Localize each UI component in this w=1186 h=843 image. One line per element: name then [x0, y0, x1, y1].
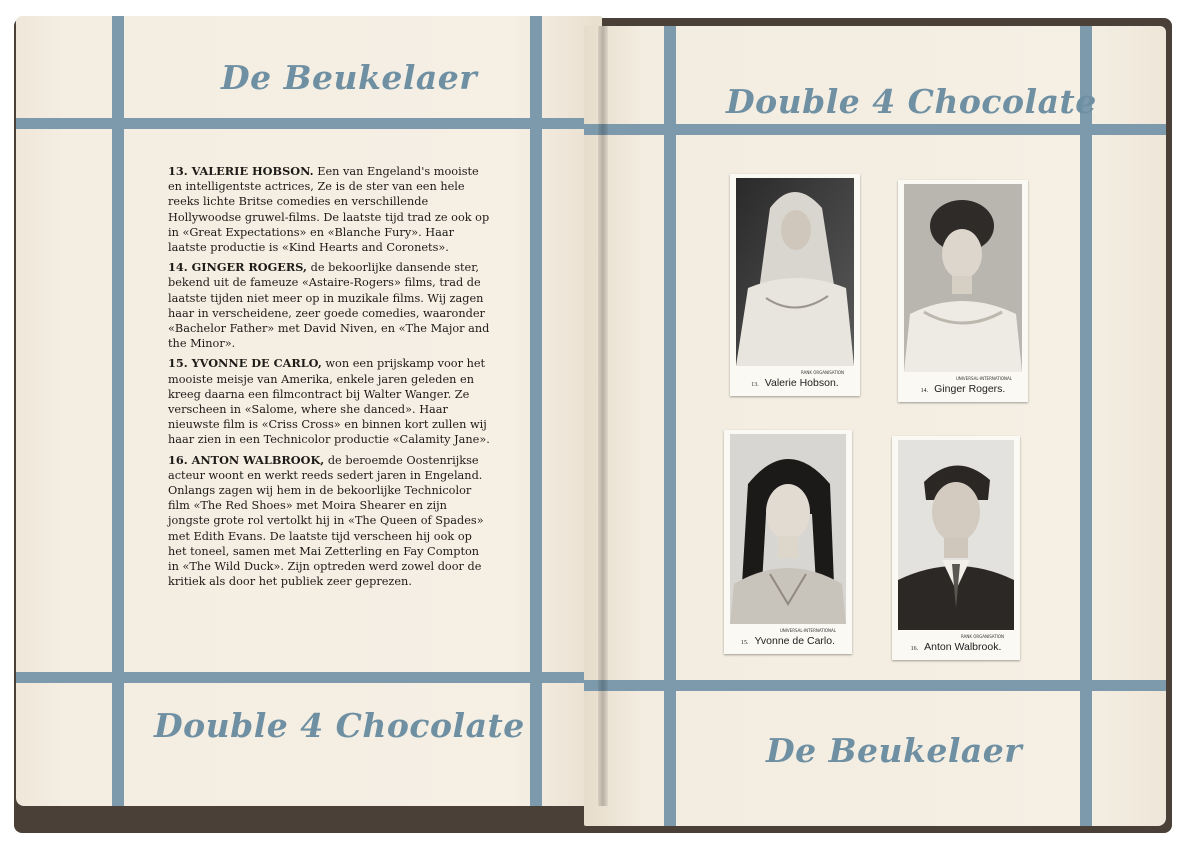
card-name: Valerie Hobson. [764, 377, 839, 389]
card-number: 15. [740, 640, 749, 646]
right-page [584, 26, 1166, 826]
card-name: Anton Walbrook. [924, 641, 1002, 653]
photo-credit: UNIVERSAL-INTERNATIONAL [955, 376, 1012, 381]
photo-card [730, 174, 860, 396]
portrait-photo [898, 440, 1014, 630]
card-caption [730, 377, 860, 389]
brand-heading-bottom: De Beukelaer [766, 731, 1023, 770]
card-caption [898, 383, 1028, 395]
frame-line-left [664, 26, 676, 826]
biography-entry [168, 260, 490, 351]
brand-heading-top: Double 4 Chocolate [726, 82, 1097, 121]
frame-line-bottom [584, 680, 1166, 691]
book-spine-crease [598, 26, 608, 806]
photo-card [898, 180, 1028, 402]
left-page [16, 16, 602, 806]
frame-line-top [16, 118, 602, 129]
photo-credit: RANK ORGANISATION [961, 634, 1004, 639]
entry-heading: 13. VALERIE HOBSON. [168, 164, 314, 178]
brand-heading-top: De Beukelaer [221, 58, 478, 97]
card-number: 13. [751, 382, 759, 388]
card-name: Ginger Rogers. [934, 383, 1006, 395]
frame-line-right [530, 16, 542, 806]
entry-heading: 16. ANTON WALBROOK, [168, 452, 325, 467]
portrait-photo [904, 184, 1022, 372]
biography-text [168, 164, 490, 594]
entry-text: de beroemde Oostenrijkse acteur woont en werkt reeds sedert jaren in Engeland. Onlangs zagen wij hem in de bekoorlijke Technicolor film «The Red Shoes» met Moira Shearer en zijn jongste grote rol vertolkt hij in «The Queen of Spades» met Edith Evans. De laatste tijd verscheen hij ook op het toneel, samen met Mai Zetterling en Fay Compton in «The Wild Duck». Zijn optreden werd zowel door de kritiek als door het publiek zeer geprezen. [168, 453, 484, 589]
entry-text: de bekoorlijke dansende ster, bekend uit de fameuze «Astaire-Rogers» films, trad de laatste tijden niet meer op in muzikale films. Wij zagen haar in verscheidene, zeer goede comedies, waaronder «Bachelor Father» met David Niven, en «The Major and the Minor». [168, 261, 490, 351]
frame-line-bottom [16, 672, 602, 683]
card-number: 16. [910, 646, 919, 652]
biography-entry [168, 164, 490, 255]
biography-entry [168, 356, 490, 447]
photo-credit: UNIVERSAL-INTERNATIONAL [779, 628, 836, 633]
photo-card [892, 436, 1020, 660]
biography-entry [168, 453, 490, 590]
portrait-photo [736, 178, 854, 366]
frame-line-left [112, 16, 124, 806]
portrait-photo [730, 434, 846, 624]
brand-heading-bottom: Double 4 Chocolate [154, 706, 525, 745]
entry-heading: 14. GINGER ROGERS, [168, 260, 307, 275]
entry-heading: 15. YVONNE DE CARLO, [168, 356, 322, 371]
card-name: Yvonne de Carlo. [754, 635, 836, 647]
photo-card [724, 430, 852, 654]
photo-credit: RANK ORGANISATION [801, 370, 844, 375]
entry-text: Een van Engeland's mooiste en intelligentste actrices, Ze is de ster van een hele reeks lichte Britse comedies en verschillende Hollywoodse gruwel-films. De laatste tijd trad ze ook op in «Great Expectations» en «Blanche Fury». Haar laatste productie is «Kind Hearts and Coronets». [168, 165, 490, 255]
frame-line-top [584, 124, 1166, 135]
card-number: 14. [920, 388, 929, 394]
card-caption [724, 635, 852, 647]
card-caption [892, 641, 1020, 653]
frame-line-right [1080, 26, 1092, 826]
entry-text: won een prijskamp voor het mooiste meisje van Amerika, enkele jaren geleden en kreeg daarna een filmcontract bij Walter Wanger. Ze verscheen in «Salome, where she danced». Haar nieuwste film is «Criss Cross» en binnen kort zullen wij haar zien in een Technicolor productie «Calamity Jane». [168, 357, 490, 447]
